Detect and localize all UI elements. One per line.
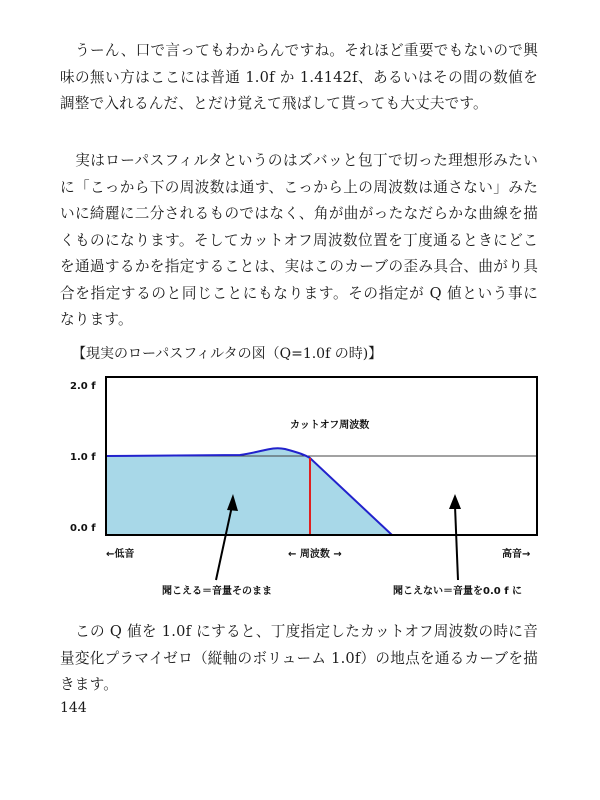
paragraph-lowpass-text: 実はローパスフィルタというのはズバッと包丁で切った理想形みたいに「こっから下の周波数は通す、こっから上の周波数は通さない」みたいに綺麗に二分されるものではなく、角が曲がったなだらかな曲線を描くものになります。そしてカットオフ周波数位置を丁度通るときにどこを通過するかを指定することは、実はこのカーブの歪み具合、曲がり具合を指定するのと同じことにもなります。その指定が Q 値という事になります。 bbox=[60, 152, 538, 328]
y-tick-2: 2.0 f bbox=[70, 381, 96, 392]
pass-annotation: 聞こえる＝音量そのまま bbox=[162, 586, 272, 597]
x-axis-mid-label: ← 周波数 → bbox=[288, 549, 342, 560]
stop-annotation: 聞こえない＝音量を0.0 f に bbox=[393, 586, 523, 597]
pass-band-area bbox=[106, 448, 392, 535]
paragraph-q-value bbox=[60, 619, 538, 699]
x-axis-high-label: 高音→ bbox=[502, 549, 531, 560]
paragraph-intro-text: うーん、口で言ってもわからんですね。それほど重要でもないので興味の無い方はここには普通 1.0f か 1.4142f、あるいはその間の数値を調整で入れるんだ、とだけ覚えて飛ばして貰っても大丈夫です。 bbox=[60, 42, 538, 112]
y-tick-0: 0.0 f bbox=[70, 523, 96, 534]
cutoff-label: カットオフ周波数 bbox=[290, 420, 370, 431]
x-axis-low-label: ←低音 bbox=[106, 549, 135, 560]
page-number: 144 bbox=[60, 700, 87, 716]
figure-caption: 【現実のローパスフィルタの図（Q=1.0f の時)】 bbox=[72, 346, 383, 362]
stop-arrow-head bbox=[449, 494, 461, 509]
y-tick-1: 1.0 f bbox=[70, 452, 96, 463]
paragraph-q-value-text: この Q 値を 1.0f にすると、丁度指定したカットオフ周波数の時に音量変化プラマイゼロ（縦軸のボリューム 1.0f）の地点を通るカーブを描きます。 bbox=[60, 623, 538, 693]
stop-arrow bbox=[455, 506, 458, 580]
